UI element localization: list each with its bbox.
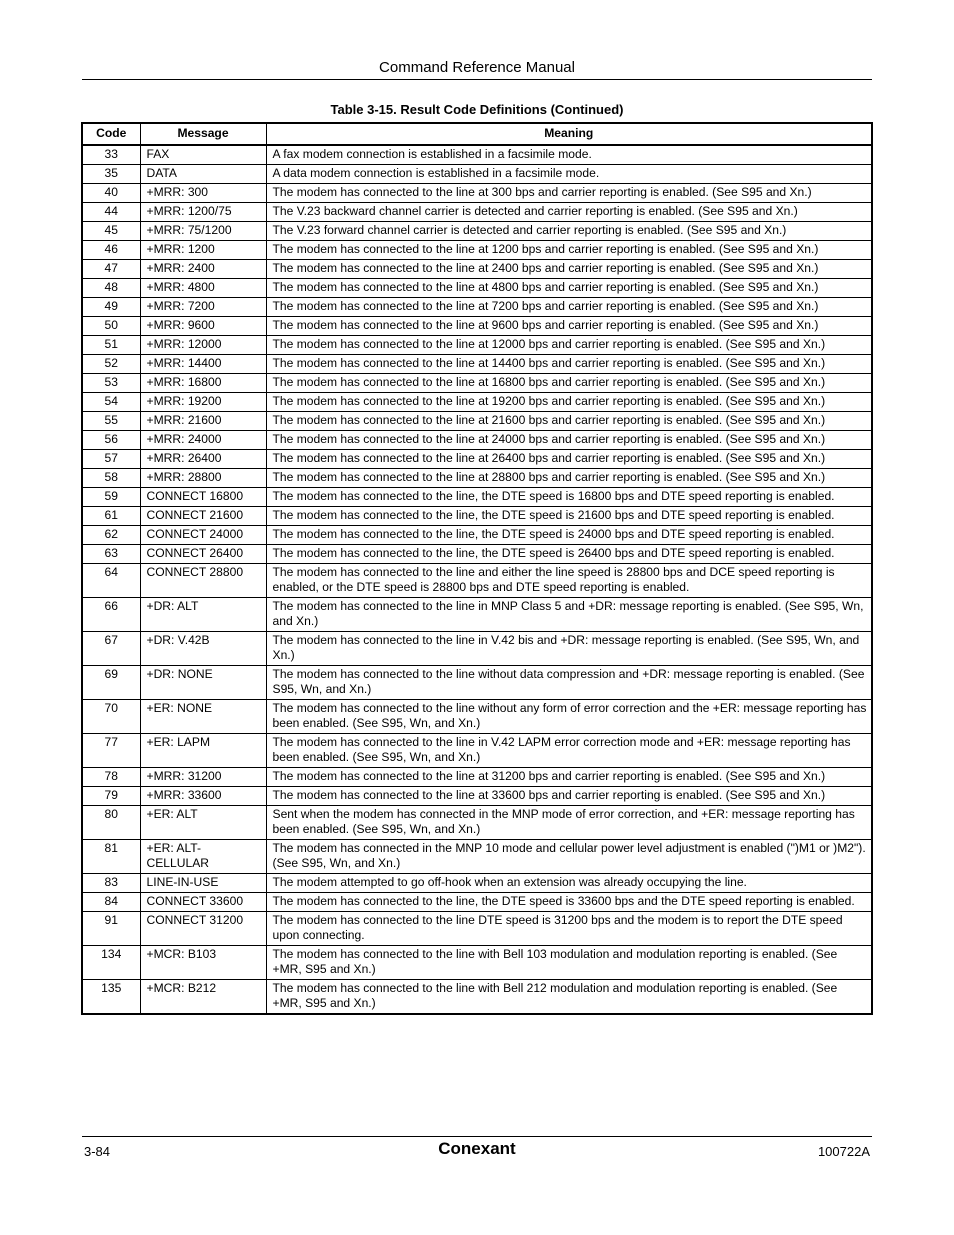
table-row <box>82 317 872 336</box>
cell-message: LINE-IN-USE <box>140 874 266 893</box>
cell-code: 52 <box>82 355 140 374</box>
cell-code: 56 <box>82 431 140 450</box>
table-row <box>82 260 872 279</box>
cell-message: +MRR: 33600 <box>140 787 266 806</box>
table-row <box>82 874 872 893</box>
cell-code: 78 <box>82 768 140 787</box>
cell-message: CONNECT 16800 <box>140 488 266 507</box>
cell-message: +DR: NONE <box>140 666 266 700</box>
table-row <box>82 488 872 507</box>
cell-code: 53 <box>82 374 140 393</box>
table-row <box>82 666 872 700</box>
page-number: 3-84 <box>84 1144 111 1159</box>
table-caption: Table 3-15. Result Code Definitions (Continued) <box>330 102 624 117</box>
cell-meaning: The modem has connected to the line and either the line speed is 28800 bps and DCE speed reporting is enabled, or the DTE speed is 28800 bps and DTE speed reporting is enabled. <box>266 564 872 598</box>
cell-code: 51 <box>82 336 140 355</box>
table-row <box>82 222 872 241</box>
cell-meaning: The modem has connected to the line at 12000 bps and carrier reporting is enabled. (See S95 and Xn.) <box>266 336 872 355</box>
cell-code: 83 <box>82 874 140 893</box>
cell-meaning: The modem has connected to the line at 31200 bps and carrier reporting is enabled. (See S95 and Xn.) <box>266 768 872 787</box>
table-body <box>82 145 872 1014</box>
cell-message: +MRR: 28800 <box>140 469 266 488</box>
cell-code: 79 <box>82 787 140 806</box>
cell-message: +MRR: 21600 <box>140 412 266 431</box>
cell-code: 64 <box>82 564 140 598</box>
cell-code: 134 <box>82 946 140 980</box>
cell-meaning: The modem has connected to the line at 7200 bps and carrier reporting is enabled. (See S95 and Xn.) <box>266 298 872 317</box>
table-header-row <box>82 123 872 145</box>
cell-meaning: The modem has connected to the line, the DTE speed is 33600 bps and the DTE speed reporting is enabled. <box>266 893 872 912</box>
table-row <box>82 165 872 184</box>
cell-meaning: The modem has connected to the line without any form of error correction and the +ER: message reporting has been enabled. (See S95, Wn, and Xn.) <box>266 700 872 734</box>
cell-meaning: The modem has connected to the line at 9600 bps and carrier reporting is enabled. (See S95 and Xn.) <box>266 317 872 336</box>
table-row <box>82 564 872 598</box>
cell-message: DATA <box>140 165 266 184</box>
cell-code: 33 <box>82 145 140 165</box>
table-row <box>82 355 872 374</box>
cell-code: 77 <box>82 734 140 768</box>
cell-message: +ER: ALT <box>140 806 266 840</box>
cell-message: +MRR: 9600 <box>140 317 266 336</box>
table-row <box>82 279 872 298</box>
cell-code: 69 <box>82 666 140 700</box>
table-row <box>82 374 872 393</box>
cell-meaning: The modem has connected to the line at 2400 bps and carrier reporting is enabled. (See S95 and Xn.) <box>266 260 872 279</box>
cell-code: 63 <box>82 545 140 564</box>
cell-code: 35 <box>82 165 140 184</box>
table-row <box>82 469 872 488</box>
cell-meaning: The modem has connected to the line at 19200 bps and carrier reporting is enabled. (See S95 and Xn.) <box>266 393 872 412</box>
column-header-code: Code <box>82 123 140 145</box>
header-title: Command Reference Manual <box>379 59 575 76</box>
cell-meaning: The modem has connected to the line in MNP Class 5 and +DR: message reporting is enabled. (See S95, Wn, and Xn.) <box>266 598 872 632</box>
document-number: 100722A <box>817 1144 870 1159</box>
table-row <box>82 145 872 165</box>
cell-meaning: The modem has connected to the line DTE speed is 31200 bps and the modem is to report the DTE speed upon connecting. <box>266 912 872 946</box>
cell-meaning: The modem has connected to the line at 300 bps and carrier reporting is enabled. (See S95 and Xn.) <box>266 184 872 203</box>
cell-message: +ER: ALT-CELLULAR <box>140 840 266 874</box>
table-row <box>82 806 872 840</box>
cell-message: +DR: ALT <box>140 598 266 632</box>
cell-meaning: The V.23 forward channel carrier is detected and carrier reporting is enabled. (See S95 and Xn.) <box>266 222 872 241</box>
cell-message: +MRR: 75/1200 <box>140 222 266 241</box>
cell-meaning: The modem attempted to go off-hook when an extension was already occupying the line. <box>266 874 872 893</box>
cell-message: CONNECT 33600 <box>140 893 266 912</box>
table-row <box>82 598 872 632</box>
table-row <box>82 241 872 260</box>
cell-code: 57 <box>82 450 140 469</box>
cell-code: 70 <box>82 700 140 734</box>
cell-code: 58 <box>82 469 140 488</box>
cell-code: 44 <box>82 203 140 222</box>
cell-meaning: The modem has connected to the line at 26400 bps and carrier reporting is enabled. (See S95 and Xn.) <box>266 450 872 469</box>
table-row <box>82 946 872 980</box>
cell-code: 59 <box>82 488 140 507</box>
cell-code: 50 <box>82 317 140 336</box>
cell-meaning: A data modem connection is established in a facsimile mode. <box>266 165 872 184</box>
cell-message: +MRR: 16800 <box>140 374 266 393</box>
cell-code: 84 <box>82 893 140 912</box>
cell-message: +MRR: 12000 <box>140 336 266 355</box>
cell-message: CONNECT 31200 <box>140 912 266 946</box>
header-rule <box>82 79 872 80</box>
cell-message: +MRR: 14400 <box>140 355 266 374</box>
cell-meaning: Sent when the modem has connected in the MNP mode of error correction, and +ER: message reporting has been enabled. (See S95, Wn, and Xn.) <box>266 806 872 840</box>
table-row <box>82 840 872 874</box>
table-row <box>82 184 872 203</box>
cell-code: 80 <box>82 806 140 840</box>
table-row <box>82 507 872 526</box>
table-row <box>82 393 872 412</box>
cell-code: 91 <box>82 912 140 946</box>
cell-meaning: The modem has connected to the line at 14400 bps and carrier reporting is enabled. (See S95 and Xn.) <box>266 355 872 374</box>
cell-code: 61 <box>82 507 140 526</box>
cell-code: 55 <box>82 412 140 431</box>
cell-code: 67 <box>82 632 140 666</box>
cell-message: +MRR: 1200/75 <box>140 203 266 222</box>
table-row <box>82 893 872 912</box>
cell-meaning: The modem has connected to the line at 21600 bps and carrier reporting is enabled. (See S95 and Xn.) <box>266 412 872 431</box>
column-header-message: Message <box>140 123 266 145</box>
cell-meaning: The modem has connected to the line at 1200 bps and carrier reporting is enabled. (See S95 and Xn.) <box>266 241 872 260</box>
table-row <box>82 545 872 564</box>
cell-message: CONNECT 28800 <box>140 564 266 598</box>
cell-meaning: The modem has connected in the MNP 10 mode and cellular power level adjustment is enabled (")M1 or )M2").(See S95, Wn, and Xn.) <box>266 840 872 874</box>
table-row <box>82 787 872 806</box>
cell-message: +MRR: 26400 <box>140 450 266 469</box>
cell-code: 47 <box>82 260 140 279</box>
cell-message: FAX <box>140 145 266 165</box>
cell-message: +MRR: 24000 <box>140 431 266 450</box>
table-row <box>82 912 872 946</box>
cell-code: 49 <box>82 298 140 317</box>
cell-code: 66 <box>82 598 140 632</box>
result-code-table <box>81 122 873 1015</box>
cell-meaning: The modem has connected to the line in V.42 LAPM error correction mode and +ER: message reporting has been enabled. (See S95, Wn, and Xn.) <box>266 734 872 768</box>
cell-message: +MRR: 31200 <box>140 768 266 787</box>
table-row <box>82 203 872 222</box>
company-name: Conexant <box>438 1139 516 1158</box>
table-row <box>82 734 872 768</box>
column-header-meaning: Meaning <box>266 123 872 145</box>
footer-rule <box>82 1136 872 1137</box>
cell-message: +MCR: B212 <box>140 980 266 1015</box>
cell-meaning: The modem has connected to the line at 33600 bps and carrier reporting is enabled. (See S95 and Xn.) <box>266 787 872 806</box>
table-row <box>82 700 872 734</box>
table-row <box>82 431 872 450</box>
cell-message: CONNECT 24000 <box>140 526 266 545</box>
cell-code: 54 <box>82 393 140 412</box>
cell-meaning: The modem has connected to the line, the DTE speed is 21600 bps and DTE speed reporting is enabled. <box>266 507 872 526</box>
cell-code: 46 <box>82 241 140 260</box>
cell-message: +MRR: 7200 <box>140 298 266 317</box>
cell-code: 135 <box>82 980 140 1015</box>
cell-message: +DR: V.42B <box>140 632 266 666</box>
cell-meaning: The modem has connected to the line in V.42 bis and +DR: message reporting is enabled. (See S95, Wn, and Xn.) <box>266 632 872 666</box>
cell-message: +MRR: 19200 <box>140 393 266 412</box>
cell-message: +MCR: B103 <box>140 946 266 980</box>
table-row <box>82 298 872 317</box>
table-row <box>82 450 872 469</box>
cell-message: +MRR: 2400 <box>140 260 266 279</box>
cell-meaning: The modem has connected to the line, the DTE speed is 24000 bps and DTE speed reporting is enabled. <box>266 526 872 545</box>
cell-message: +ER: LAPM <box>140 734 266 768</box>
cell-meaning: The modem has connected to the line with Bell 212 modulation and modulation reporting is enabled. (See +MR, S95 and Xn.) <box>266 980 872 1015</box>
cell-meaning: The modem has connected to the line at 16800 bps and carrier reporting is enabled. (See S95 and Xn.) <box>266 374 872 393</box>
cell-meaning: The modem has connected to the line at 4800 bps and carrier reporting is enabled. (See S95 and Xn.) <box>266 279 872 298</box>
cell-message: +ER: NONE <box>140 700 266 734</box>
cell-meaning: The modem has connected to the line without data compression and +DR: message reporting is enabled. (See S95, Wn, and Xn.) <box>266 666 872 700</box>
cell-message: +MRR: 1200 <box>140 241 266 260</box>
cell-message: CONNECT 26400 <box>140 545 266 564</box>
cell-meaning: The modem has connected to the line, the DTE speed is 16800 bps and DTE speed reporting is enabled. <box>266 488 872 507</box>
cell-message: +MRR: 300 <box>140 184 266 203</box>
table-row <box>82 526 872 545</box>
cell-message: +MRR: 4800 <box>140 279 266 298</box>
table-row <box>82 980 872 1015</box>
cell-meaning: The modem has connected to the line at 24000 bps and carrier reporting is enabled. (See S95 and Xn.) <box>266 431 872 450</box>
cell-code: 45 <box>82 222 140 241</box>
cell-meaning: A fax modem connection is established in a facsimile mode. <box>266 145 872 165</box>
cell-code: 81 <box>82 840 140 874</box>
cell-meaning: The modem has connected to the line at 28800 bps and carrier reporting is enabled. (See S95 and Xn.) <box>266 469 872 488</box>
cell-meaning: The V.23 backward channel carrier is detected and carrier reporting is enabled. (See S95 and Xn.) <box>266 203 872 222</box>
cell-code: 40 <box>82 184 140 203</box>
cell-code: 62 <box>82 526 140 545</box>
table-row <box>82 336 872 355</box>
cell-meaning: The modem has connected to the line with Bell 103 modulation and modulation reporting is enabled. (See +MR, S95 and Xn.) <box>266 946 872 980</box>
table-row <box>82 632 872 666</box>
table-row <box>82 768 872 787</box>
cell-meaning: The modem has connected to the line, the DTE speed is 26400 bps and DTE speed reporting is enabled. <box>266 545 872 564</box>
cell-message: CONNECT 21600 <box>140 507 266 526</box>
table-row <box>82 412 872 431</box>
cell-code: 48 <box>82 279 140 298</box>
